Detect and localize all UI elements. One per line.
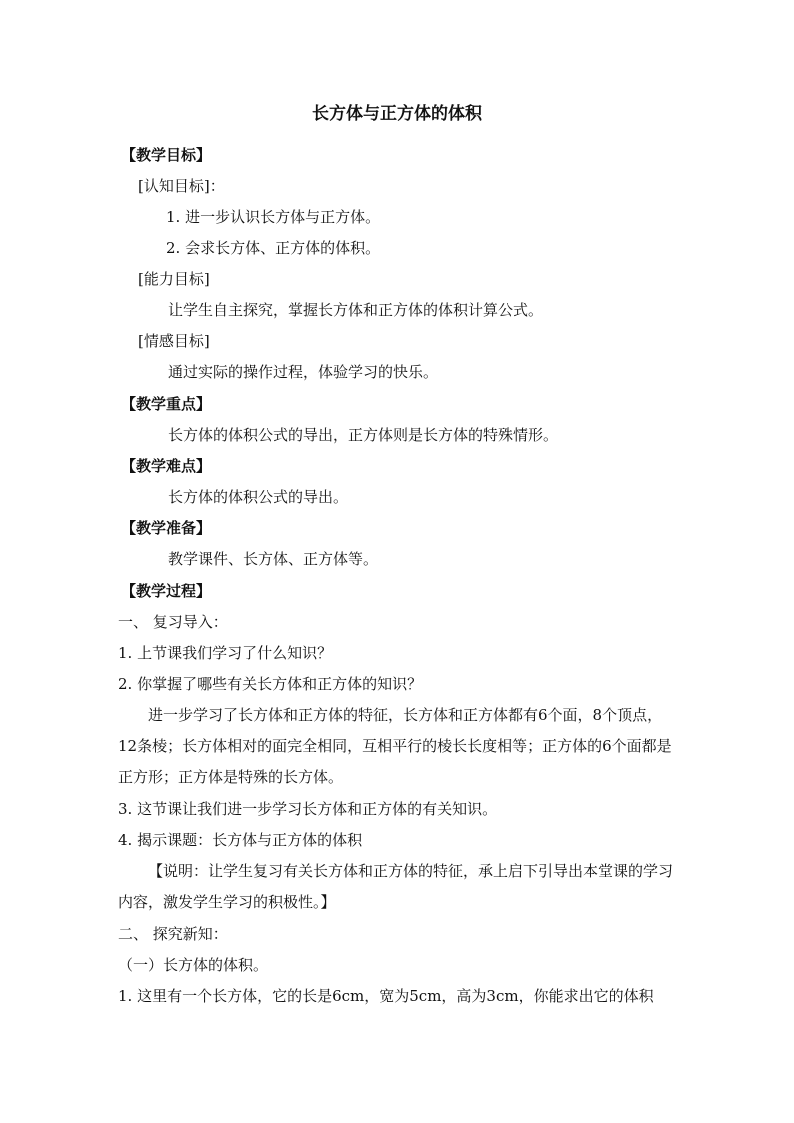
- text-line: 通过实际的操作过程，体验学习的快乐。: [168, 363, 439, 381]
- subheading-cognitive-goals: [认知目标]：: [138, 177, 225, 195]
- part-heading: 二、 探究新知：: [118, 925, 228, 943]
- list-item: 1. 这里有一个长方体，它的长是6cm，宽为5cm，高为3cm，你能求出它的体积: [118, 987, 654, 1005]
- page-title: 长方体与正方体的体积: [312, 104, 482, 124]
- part-heading: 一、 复习导入：: [118, 613, 228, 631]
- subpart-heading: （一）长方体的体积。: [118, 956, 269, 974]
- list-item: 4. 揭示课题：长方体与正方体的体积: [118, 831, 363, 849]
- subheading-ability-goals: [能力目标]: [138, 270, 210, 288]
- section-heading-preparation: 【教学准备】: [121, 519, 212, 537]
- text-line: 让学生自主探究，掌握长方体和正方体的体积计算公式。: [168, 301, 544, 319]
- list-item: 2. 你掌握了哪些有关长方体和正方体的知识？: [118, 675, 423, 693]
- subheading-emotion-goals: [情感目标]: [138, 332, 210, 350]
- note-paragraph: 【说明：让学生复习有关长方体和正方体的特征，承上启下引导出本堂课的学习内容，激发学生学习的积极性。】: [118, 862, 674, 911]
- section-heading-key-points: 【教学重点】: [121, 395, 212, 413]
- list-item: 1. 进一步认识长方体与正方体。: [166, 208, 381, 226]
- section-heading-difficulties: 【教学难点】: [121, 457, 212, 475]
- text-line: 教学课件、长方体、正方体等。: [168, 550, 379, 568]
- paragraph: 进一步学习了长方体和正方体的特征，长方体和正方体都有6个面，8个顶点，12条棱；长方体相对的面完全相同，互相平行的棱长长度相等；正方体的6个面都是正方形；正方体是特殊的长方体。: [118, 706, 672, 786]
- list-item: 1. 上节课我们学习了什么知识？: [118, 644, 333, 662]
- text-line: 长方体的体积公式的导出。: [168, 488, 349, 506]
- list-item: 3. 这节课让我们进一步学习长方体和正方体的有关知识。: [118, 800, 498, 818]
- section-heading-process: 【教学过程】: [121, 582, 212, 600]
- list-item: 2. 会求长方体、正方体的体积。: [166, 239, 381, 257]
- text-line: 长方体的体积公式的导出，正方体则是长方体的特殊情形。: [168, 426, 559, 444]
- section-heading-goals: 【教学目标】: [121, 146, 212, 164]
